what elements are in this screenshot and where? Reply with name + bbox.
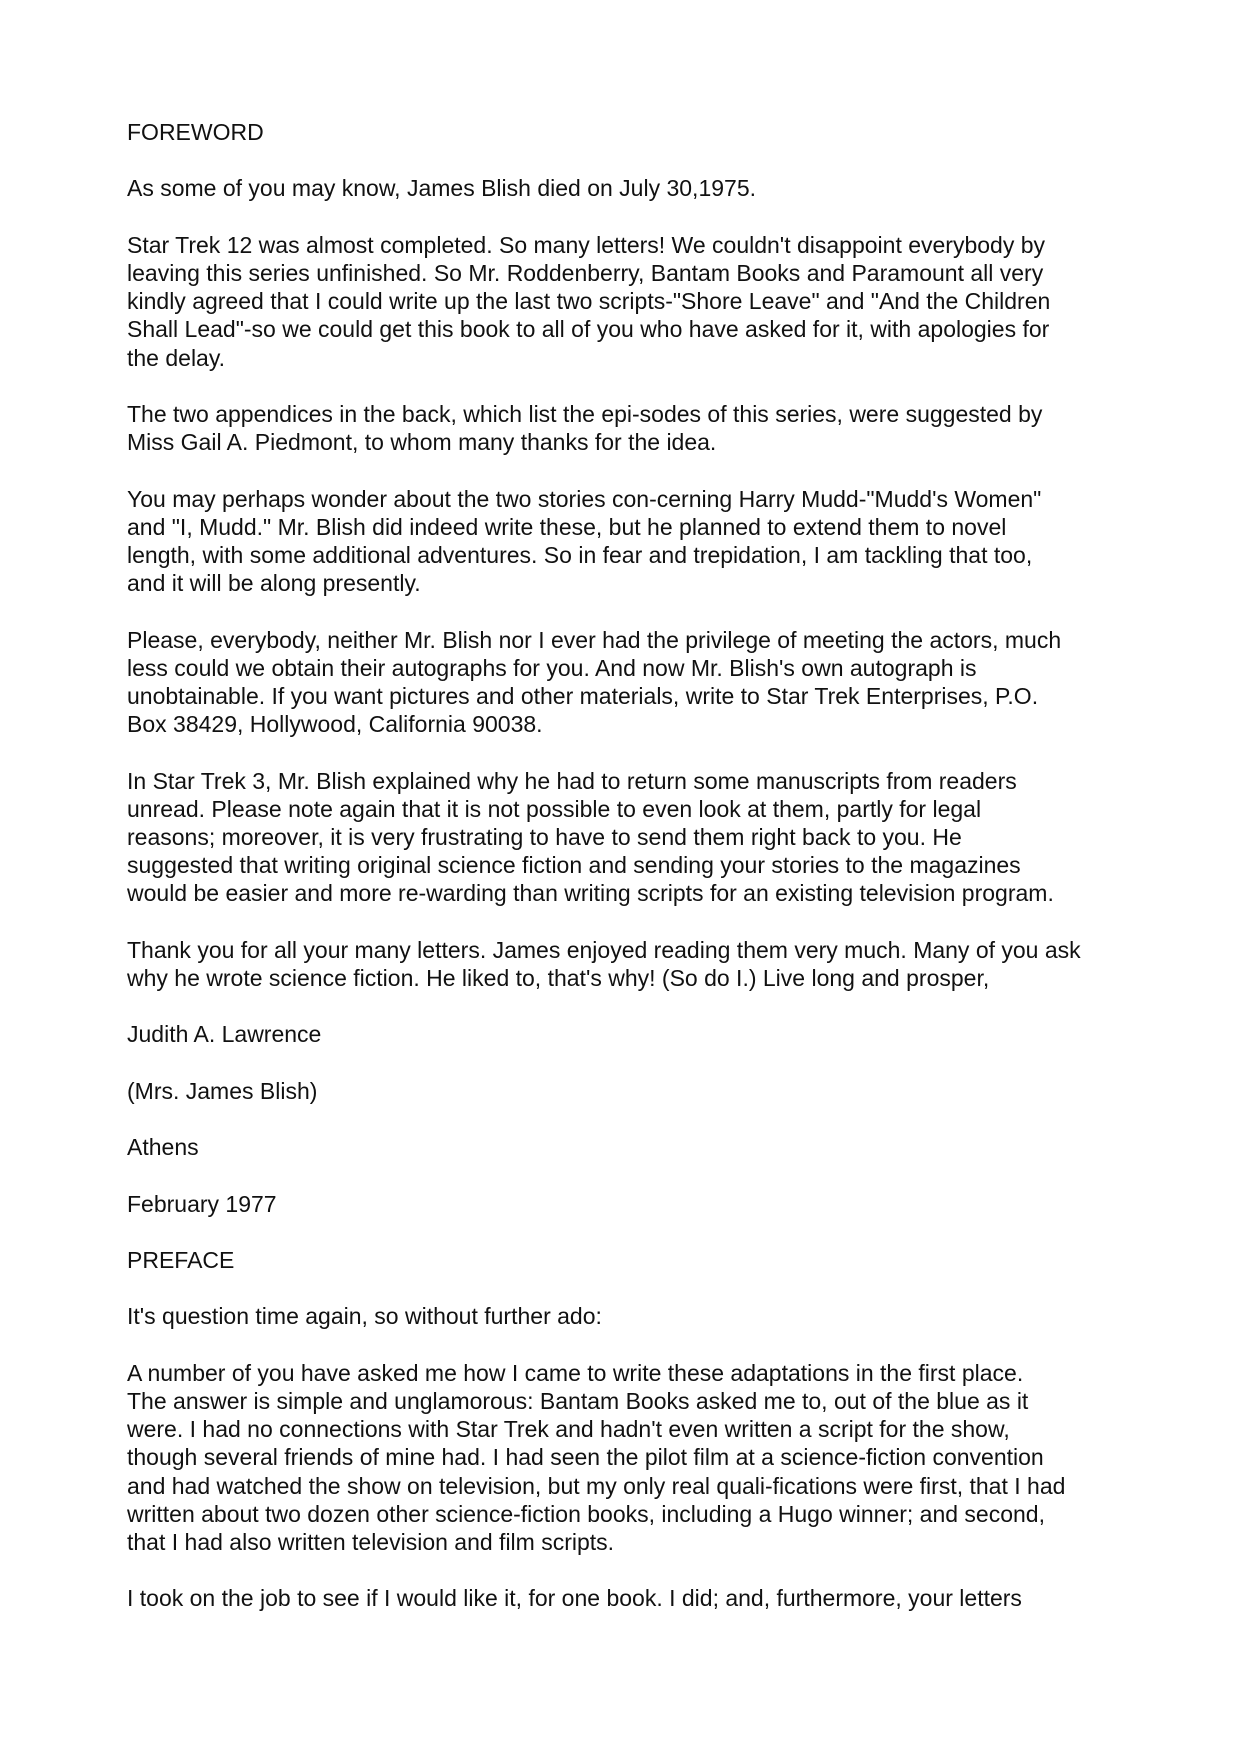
signature-note: (Mrs. James Blish) (127, 1077, 318, 1104)
signature-date: February 1977 (127, 1190, 277, 1217)
paragraph: Please, everybody, neither Mr. Blish nor I ever had the privilege of meeting the actors, much less could we obtain their autographs for you. And now Mr. Blish's own autograph is unobtainable. If you want pictures and other materials, write to Star Trek Enterprises, P.O. Box 38429, Hollywood, California 90038. (127, 626, 1062, 738)
document-page (127, 118, 1127, 1641)
paragraph: In Star Trek 3, Mr. Blish explained why he had to return some manuscripts from readers unread. Please note again that it is not possible to even look at them, partly for legal reasons; moreover, it is very frustrating to have to send them right back to you. He suggested that writing original science fiction and sending your stories to the magazines would be easier and more re-warding than writing scripts for an existing television program. (127, 767, 1054, 907)
heading-foreword: FOREWORD (127, 119, 264, 145)
paragraph: Star Trek 12 was almost completed. So many letters! We couldn't disappoint everybody by leaving this series unfinished. So Mr. Roddenberry, Bantam Books and Paramount all very kindly agreed that I could write up the last two scripts-"Shore Leave" and "And the Children Shall Lead"-so we could get this book to all of you who have asked for it, with apologies for the delay. (127, 231, 1051, 371)
heading-preface: PREFACE (127, 1246, 235, 1273)
paragraph: You may perhaps wonder about the two stories con-cerning Harry Mudd-"Mudd's Women" and "I, Mudd." Mr. Blish did indeed write these, but he planned to extend them to novel length, with some additional adventures. So in fear and trepidation, I am tackling that too, and it will be along presently. (127, 485, 1042, 597)
paragraph: As some of you may know, James Blish died on July 30,1975. (127, 175, 756, 202)
paragraph: It's question time again, so without further ado: (127, 1303, 602, 1330)
paragraph: A number of you have asked me how I came to write these adaptations in the first place. The answer is simple and unglamorous: Bantam Books asked me to, out of the blue as it were. I had no connections with Star Trek and hadn't even written a script for the show, though several friends of mine had. I had seen the pilot film at a science-fiction convention and had watched the show on television, but my only real quali-fications were first, that I had written about two dozen other science-fiction books, including a Hugo winner; and second, that I had also written television and film scripts. (127, 1359, 1066, 1555)
paragraph: I took on the job to see if I would like it, for one book. I did; and, furthermore, your letters (127, 1585, 1022, 1612)
signature-name: Judith A. Lawrence (127, 1021, 322, 1048)
paragraph: The two appendices in the back, which list the epi-sodes of this series, were suggested by Miss Gail A. Piedmont, to whom many thanks for the idea. (127, 400, 1043, 456)
signature-place: Athens (127, 1134, 199, 1161)
paragraph: Thank you for all your many letters. James enjoyed reading them very much. Many of you ask why he wrote science fiction. He liked to, that's why! (So do I.) Live long and prosper, (127, 936, 1081, 991)
